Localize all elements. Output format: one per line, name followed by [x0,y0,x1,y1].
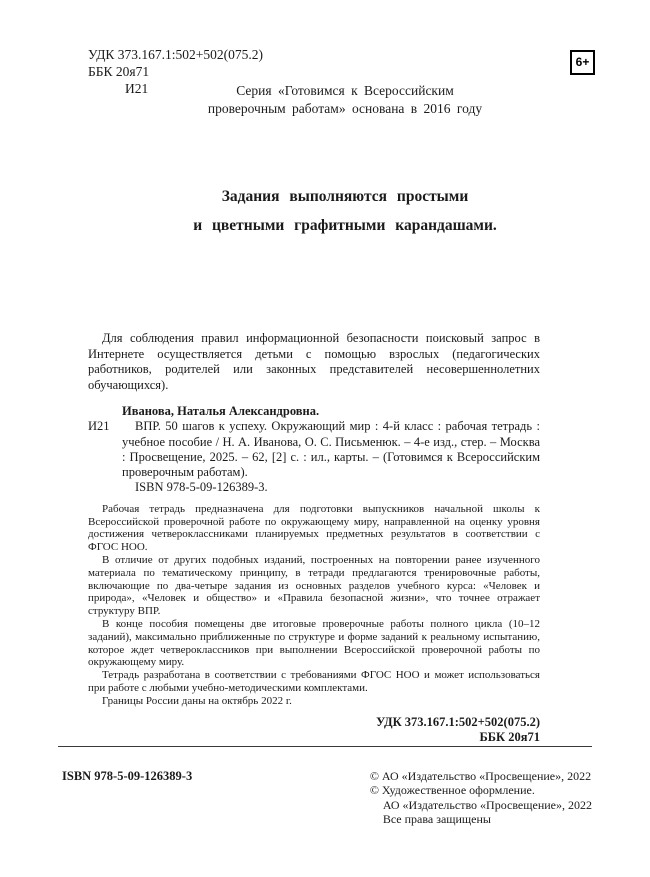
copyright-block [370,769,592,827]
age-rating-badge: 6+ [570,50,595,75]
catalog-isbn: ISBN 978-5-09-126389-3. [135,480,268,495]
series-line-2: проверочным работам» основана в 2016 году [207,100,483,116]
footer-isbn: ISBN 978-5-09-126389-3 [62,769,193,783]
bbk-code: ББК 20я71 [88,64,150,79]
annotation-block [88,503,540,708]
notice-line-1: Задания выполняются простыми [221,188,469,205]
copyright-line-1: © АО «Издательство «Просвещение», 2022 [369,769,592,783]
catalog-author-code: И21 [88,419,110,434]
copyright-line-2: © Художественное оформление. [369,783,535,798]
bottom-classification-codes [88,715,540,746]
author-sign-code: И21 [125,81,149,96]
annotation-paragraph-2: В отличие от других подобных изданий, построенных на повторении ранее изученного материала по тематическому принципу, в тетради предлагаются тренировочные работы, включающие по два-четыре задания из основных разделов учебного курса: «Человек и природа», «Человек и общество» и «Правила безопасной жизни», что точнее отражает структуру ВПР. [88,553,540,618]
catalog-author: Иванова, Наталья Александровна. [122,404,320,418]
catalog-description: ВПР. 50 шагов к успеху. Окружающий мир : 4-й класс : рабочая тетрадь : учебное пособие / Н. А. Иванова, О. С. Письменюк. – 4-е изд., стер. – Москва : Просвещение, 2025. – 62, [2] с. : ил., карты. – (Готовимся к Всероссийским проверочным работам). [122,419,540,480]
annotation-paragraph-4: Тетрадь разработана в соответствии с требованиями ФГОС НОО и может использоваться при работе с любыми учебно-методическими комплектами. [88,669,540,694]
notice-line-2: и цветными графитными карандашами. [193,216,497,234]
catalog-entry [88,404,540,496]
udk-code: УДК 373.167.1:502+502(075.2) [88,47,264,62]
map-date-note: Границы России даны на октябрь 2022 г. [102,694,292,707]
series-note [145,82,545,117]
safety-paragraph: Для соблюдения правил информационной безопасности поисковый запрос в Интернете осуществляется детьми с помощью взрослых (педагогических работников, родителей или законных представителей несовершеннолетних обучающихся). [88,331,540,392]
annotation-paragraph-1: Рабочая тетрадь предназначена для подготовки выпускников начальной школы к Всероссийской проверочной работе по окружающему миру, направленной на оценку уровня достижения четвероклассниками планируемых предметных результатов в соответствии с ФГОС НОО. [88,502,540,554]
usage-notice [145,183,545,240]
bottom-udk-code: УДК 373.167.1:502+502(075.2) [376,714,540,729]
footer-block [58,746,592,827]
annotation-paragraph-3: В конце пособия помещены две итоговые проверочные работы полного цикла (10–12 заданий), максимально приближенные по структуре и форме заданий к реальному испытанию, которое ждет четвероклассников при выполнении Всероссийской проверочной работы по окружающему миру. [88,617,540,669]
bottom-bbk-code: ББК 20я71 [479,730,540,745]
series-line-1: Серия «Готовимся к Всероссийским [236,83,454,98]
catalog-description-block [88,419,540,480]
header-block [0,0,650,116]
copyright-line-3: АО «Издательство «Просвещение», 2022 [382,797,592,812]
copyright-line-4: Все права защищены [382,812,491,827]
